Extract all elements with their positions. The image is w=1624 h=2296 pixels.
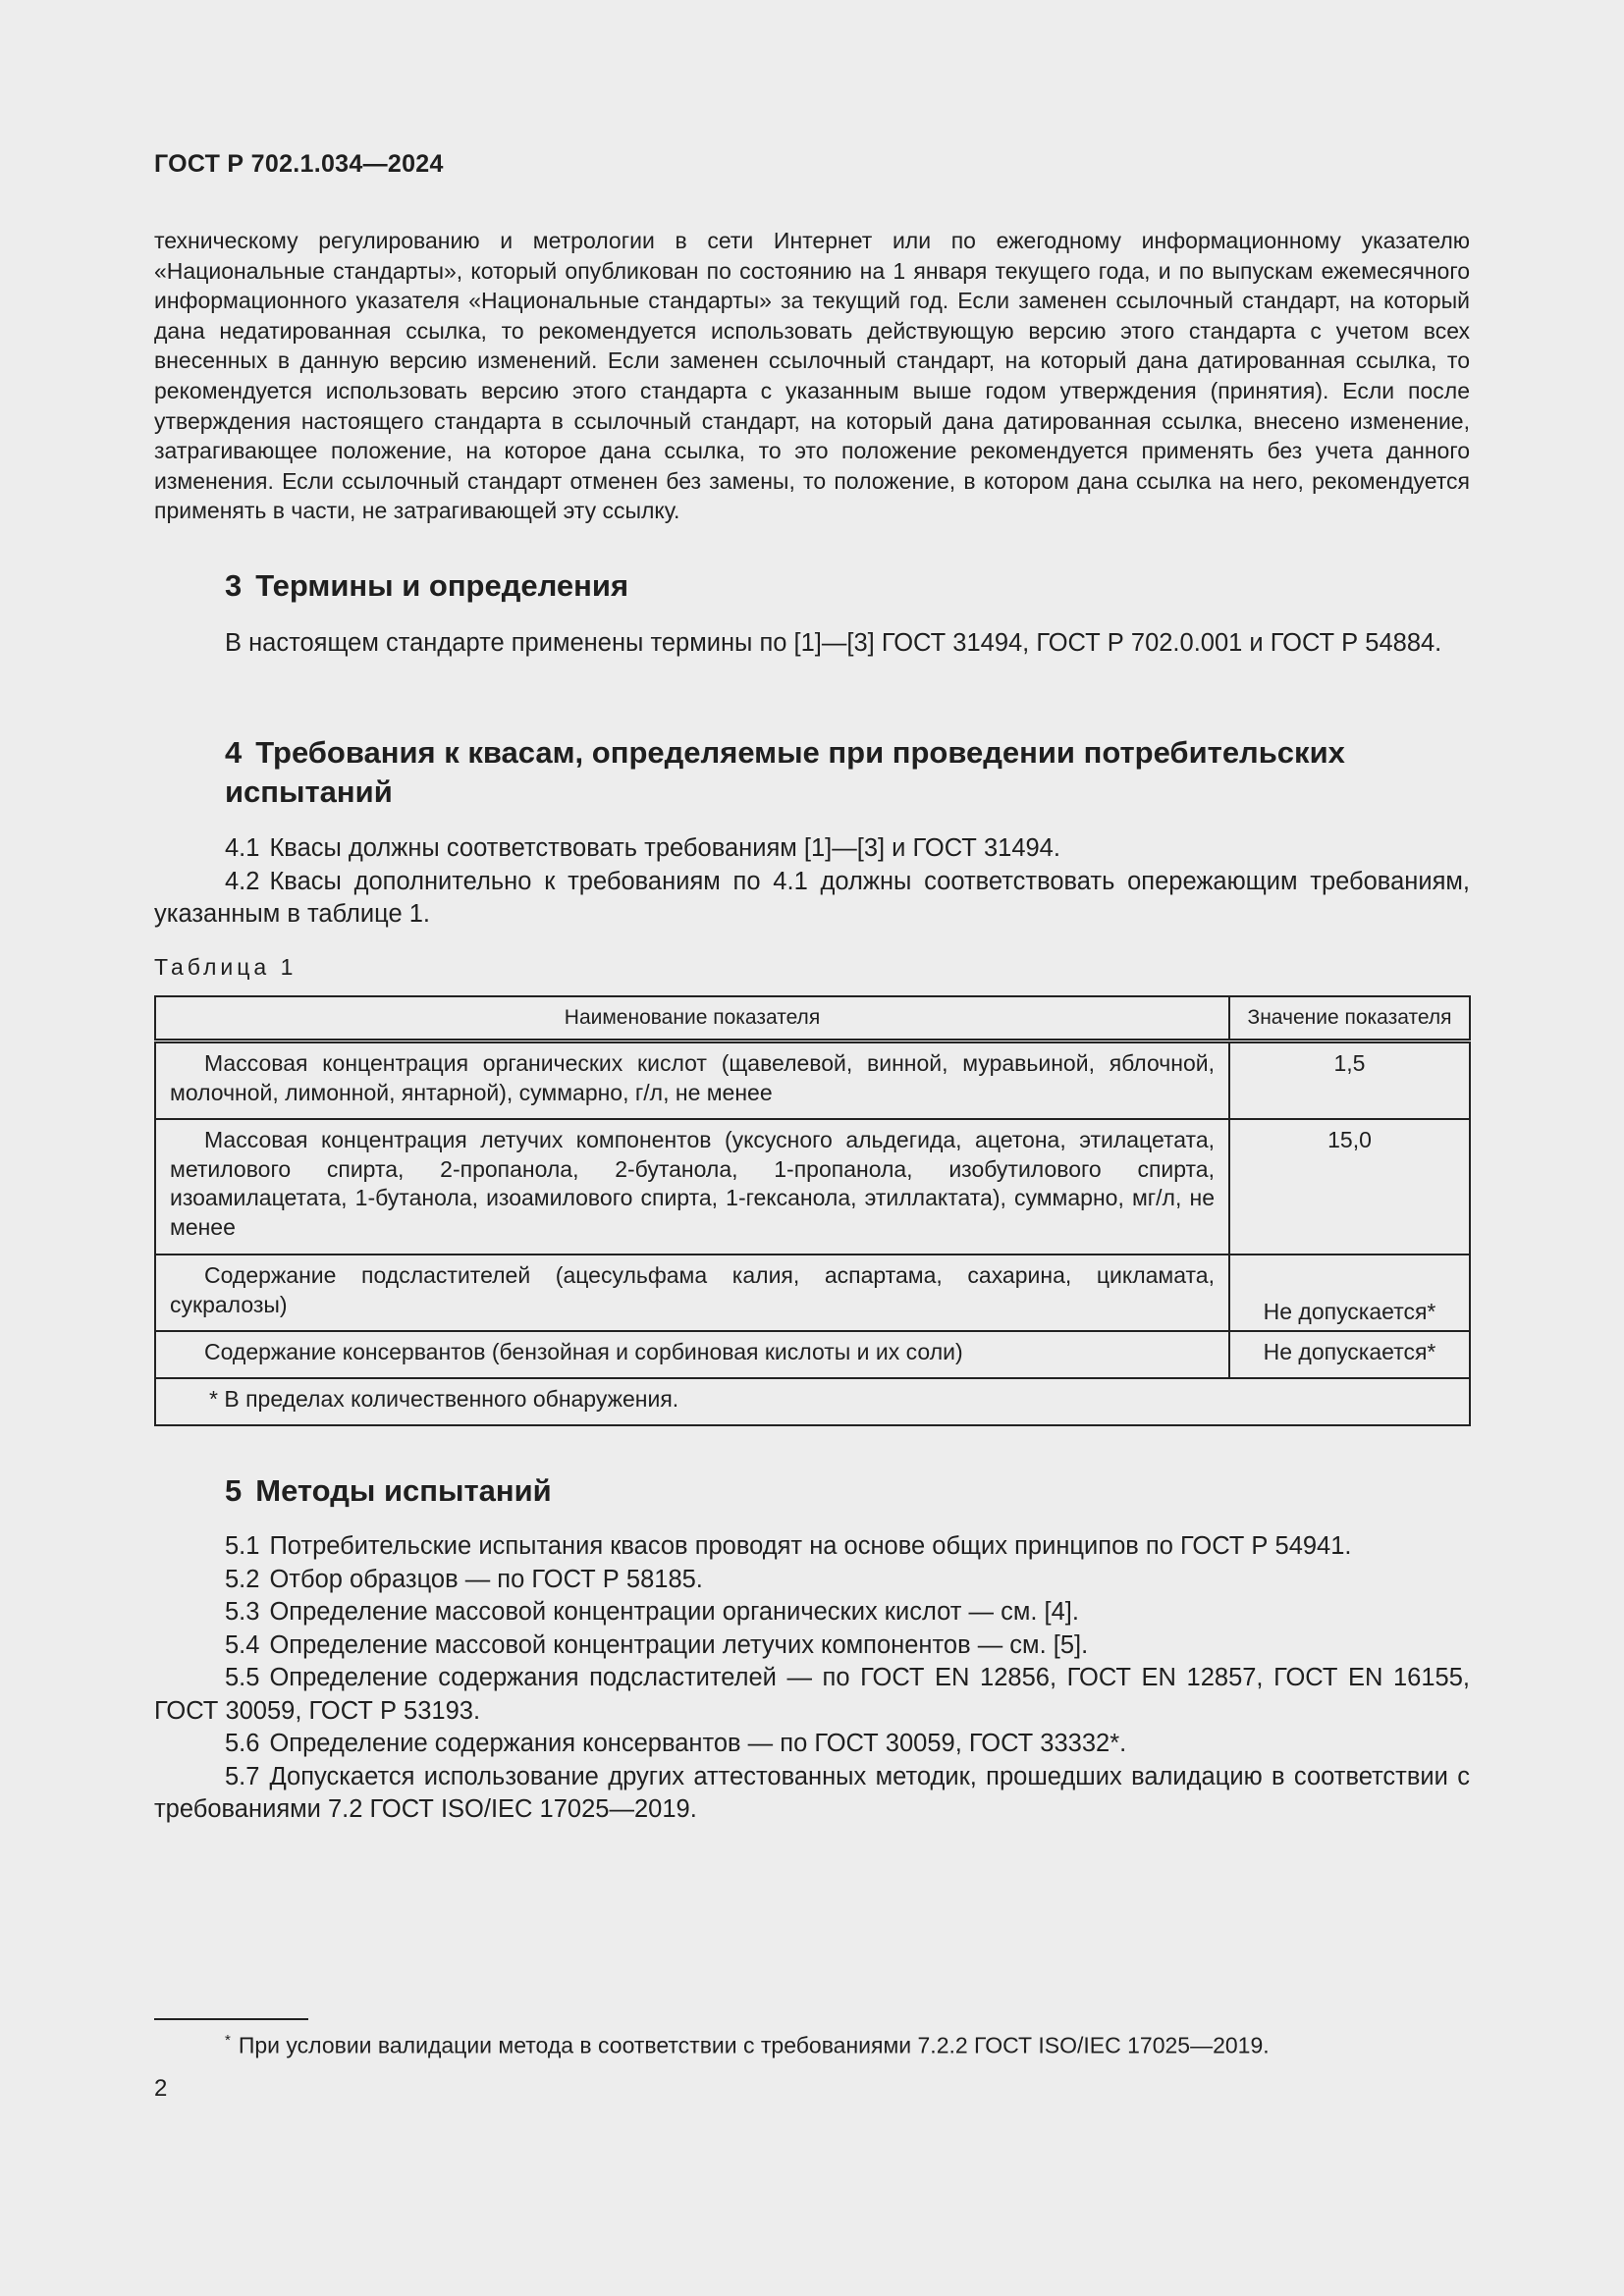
indicator-value: Не допускается* [1229,1331,1470,1378]
indicator-value: 15,0 [1229,1119,1470,1255]
clause-number: 5.4 [225,1630,260,1659]
indicator-name: Массовая концентрация летучих компонентов (уксусного альдегида, ацетона, этилацетата, метилового спирта, 2-пропанола, 2-бутанола, 1-пропанола, изобутилового спирта, изоамилацетата, 1-бутанола, изоамилового спирта, 1-гексанола, этиллактата), суммарно, мг/л, не менее [155,1119,1229,1255]
table-row [155,1255,1470,1331]
clause-text: Допускается использование других аттестованных методик, прошедших валидацию в соответствии с требованиями 7.2 ГОСТ ISO/IEC 17025—2019. [154,1762,1470,1823]
document-header: ГОСТ Р 702.1.034—2024 [154,150,444,178]
indicator-value: 1,5 [1229,1041,1470,1120]
clause-number: 5.7 [225,1762,260,1790]
section-5-number: 5 [225,1473,243,1508]
requirements-table [154,995,1471,1426]
clause-number: 4.1 [225,834,260,862]
section-4-title: Требования к квасам, определяемые при проведении потребительских испытаний [225,735,1345,809]
section-3-paragraph: В настоящем стандарте применены термины по [1]—[3] ГОСТ 31494, ГОСТ Р 702.0.001 и ГОСТ Р 54884. [225,629,1442,657]
clause-5-2 [154,1564,1470,1597]
table-caption: Таблица 1 [154,954,298,980]
clause-text: Квасы должны соответствовать требованиям [1]—[3] и ГОСТ 31494. [269,834,1060,862]
table-row [155,1119,1470,1255]
clause-5-1 [154,1530,1470,1564]
footnote-text: При условии валидации метода в соответствии с требованиями 7.2.2 ГОСТ ISO/IEC 17025—2019. [238,2032,1270,2058]
section-4-list [154,832,1470,932]
footnote [225,2032,1270,2059]
clause-number: 5.6 [225,1730,260,1757]
section-3-number: 3 [225,568,243,603]
clause-number: 5.1 [225,1532,260,1560]
clause-text: Определение массовой концентрации органических кислот — см. [4]. [269,1598,1079,1626]
page-number: 2 [154,2075,168,2102]
footnote-mark: * [225,2032,231,2049]
section-5-list [154,1530,1470,1827]
clause-number: 5.5 [225,1664,260,1691]
intro-paragraph: техническому регулированию и метрологии в сети Интернет или по ежегодному информационному указателю «Национальные стандарты», который опубликован по состоянию на 1 января текущего года, и по выпускам ежемесячного информационного указателя «Национальные стандарты» за текущий год. Если заменен ссылочный стандарт, на который дана недатированная ссылка, то рекомендуется использовать действующую версию этого стандарта с учетом всех внесенных в данную версию изменений. Если заменен ссылочный стандарт, на который дана датированная ссылка, то рекомендуется использовать версию этого стандарта с указанным выше годом утверждения (принятия). Если после утверждения настоящего стандарта в ссылочный стандарт, на который дана датированная ссылка, внесено изменение, затрагивающее положение, на которое дана ссылка, то это положение рекомендуется применять без учета данного изменения. Если ссылочный стандарт отменен без замены, то положение, в котором дана ссылка на него, рекомендуется применять в части, не затрагивающей эту ссылку. [154,228,1470,524]
clause-5-7 [154,1761,1470,1827]
clause-number: 4.2 [225,867,260,895]
section-4-heading [225,733,1470,812]
clause-4-1 [154,832,1470,866]
table-header-row [155,996,1470,1041]
table-row [155,1041,1470,1120]
column-header-value: Значение показателя [1229,996,1470,1041]
clause-text: Квасы дополнительно к требованиям по 4.1 должны соответствовать опережающим требованиям, указанным в таблице 1. [154,867,1470,928]
clause-text: Отбор образцов — по ГОСТ Р 58185. [269,1565,703,1593]
footnote-divider [154,2018,308,2020]
section-5-title: Методы испытаний [255,1473,552,1508]
clause-5-4 [154,1629,1470,1663]
clause-number: 5.2 [225,1565,260,1593]
section-4-number: 4 [225,735,243,770]
section-3-title: Термины и определения [255,568,629,603]
indicator-name: Содержание консервантов (бензойная и сорбиновая кислоты и их соли) [155,1331,1229,1378]
column-header-name: Наименование показателя [155,996,1229,1041]
table-note-row [155,1378,1470,1425]
clause-4-2 [154,866,1470,932]
clause-text: Потребительские испытания квасов проводят на основе общих принципов по ГОСТ Р 54941. [269,1532,1352,1560]
section-5-heading [225,1471,1470,1511]
indicator-name: Массовая концентрация органических кислот (щавелевой, винной, муравьиной, яблочной, молочной, лимонной, янтарной), суммарно, г/л, не менее [155,1041,1229,1120]
table-note: * В пределах количественного обнаружения. [155,1378,1470,1425]
clause-5-3 [154,1596,1470,1629]
section-3-heading [225,566,1470,606]
indicator-name: Содержание подсластителей (ацесульфама калия, аспартама, сахарина, цикламата, сукралозы) [155,1255,1229,1331]
clause-5-5 [154,1662,1470,1728]
indicator-value: Не допускается* [1229,1255,1470,1331]
clause-5-6 [154,1728,1470,1761]
clause-text: Определение массовой концентрации летучих компонентов — см. [5]. [269,1630,1089,1659]
clause-number: 5.3 [225,1598,260,1626]
table-row [155,1331,1470,1378]
clause-text: Определение содержания подсластителей — по ГОСТ EN 12856, ГОСТ EN 12857, ГОСТ EN 16155, ГОСТ 30059, ГОСТ Р 53193. [154,1664,1470,1725]
clause-text: Определение содержания консервантов — по ГОСТ 30059, ГОСТ 33332*. [269,1730,1127,1757]
